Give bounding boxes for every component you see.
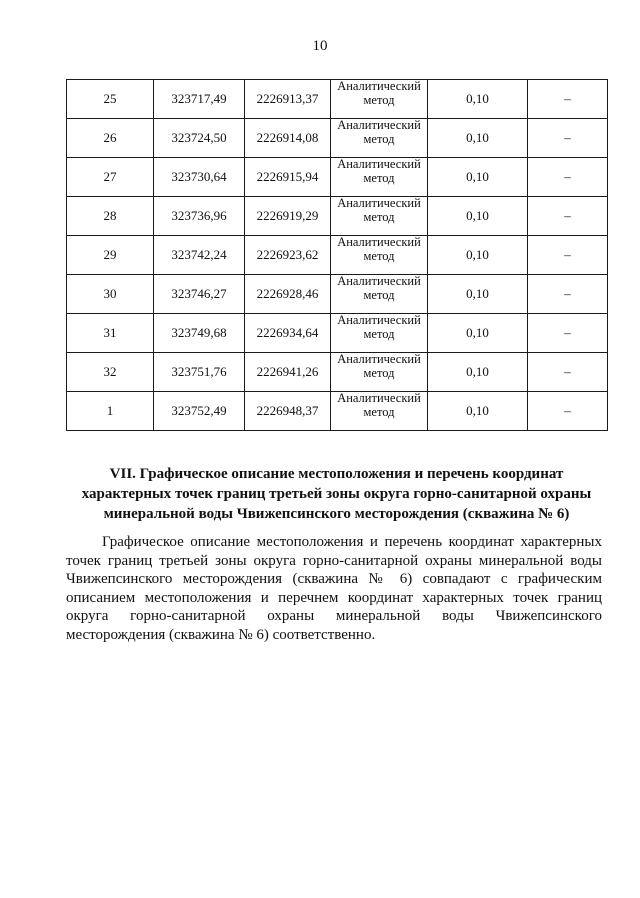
precision-cell: 0,10: [428, 236, 528, 275]
table-row: [67, 314, 608, 353]
note-cell: –: [528, 275, 608, 314]
method-line2: метод: [363, 132, 395, 146]
precision-cell: 0,10: [428, 197, 528, 236]
method-line1: Аналитический: [337, 313, 421, 327]
point-number-cell: 28: [67, 197, 154, 236]
note-cell: –: [528, 236, 608, 275]
method-cell: [331, 314, 428, 353]
x-coordinate-cell: 323724,50: [154, 119, 245, 158]
section-heading-line: минеральной воды Чвижепсинского месторождения (скважина № 6): [103, 506, 570, 522]
method-line2: метод: [363, 93, 395, 107]
table-row: [67, 236, 608, 275]
precision-cell: 0,10: [428, 119, 528, 158]
precision-cell: 0,10: [428, 392, 528, 431]
point-number-cell: 30: [67, 275, 154, 314]
y-coordinate-cell: 2226934,64: [245, 314, 331, 353]
method-line1: Аналитический: [337, 79, 421, 93]
x-coordinate-cell: 323730,64: [154, 158, 245, 197]
page-number: 10: [312, 38, 328, 54]
section-heading: [66, 464, 607, 524]
note-cell: –: [528, 119, 608, 158]
method-line1: Аналитический: [337, 274, 421, 288]
method-line2: метод: [363, 366, 395, 380]
method-line2: метод: [363, 210, 395, 224]
section-paragraph: Графическое описание местоположения и перечень координат характерных точек границ третьей зоны округа горно-санитарной охраны минеральной воды Чвижепсинского месторождения (скважина № 6) совпадают с графическим описанием местоположения и перечнем координат характерных точек границ округа горно-санитарной охраны минеральной воды Чвижепсинского месторождения (скважина № 6) соответственно.: [66, 534, 602, 643]
method-cell: [331, 236, 428, 275]
method-cell: [331, 119, 428, 158]
note-cell: –: [528, 158, 608, 197]
method-line1: Аналитический: [337, 391, 421, 405]
x-coordinate-cell: 323742,24: [154, 236, 245, 275]
precision-cell: 0,10: [428, 353, 528, 392]
method-line2: метод: [363, 327, 395, 341]
table-row: [67, 392, 608, 431]
point-number-cell: 25: [67, 80, 154, 119]
y-coordinate-cell: 2226915,94: [245, 158, 331, 197]
table-row: [67, 353, 608, 392]
precision-cell: 0,10: [428, 314, 528, 353]
method-line1: Аналитический: [337, 157, 421, 171]
section-heading-line: VII. Графическое описание местоположения и перечень координат: [109, 466, 564, 482]
note-cell: –: [528, 314, 608, 353]
point-number-cell: 32: [67, 353, 154, 392]
method-line2: метод: [363, 288, 395, 302]
precision-cell: 0,10: [428, 80, 528, 119]
section-heading-line: характерных точек границ третьей зоны округа горно-санитарной охраны: [81, 486, 592, 502]
x-coordinate-cell: 323749,68: [154, 314, 245, 353]
table-row: [67, 80, 608, 119]
point-number-cell: 1: [67, 392, 154, 431]
note-cell: –: [528, 392, 608, 431]
x-coordinate-cell: 323751,76: [154, 353, 245, 392]
method-cell: [331, 158, 428, 197]
method-cell: [331, 392, 428, 431]
point-number-cell: 31: [67, 314, 154, 353]
y-coordinate-cell: 2226941,26: [245, 353, 331, 392]
table-row: [67, 158, 608, 197]
note-cell: –: [528, 353, 608, 392]
method-cell: [331, 80, 428, 119]
y-coordinate-cell: 2226913,37: [245, 80, 331, 119]
method-line1: Аналитический: [337, 235, 421, 249]
note-cell: –: [528, 197, 608, 236]
precision-cell: 0,10: [428, 158, 528, 197]
x-coordinate-cell: 323736,96: [154, 197, 245, 236]
x-coordinate-cell: 323752,49: [154, 392, 245, 431]
method-line1: Аналитический: [337, 118, 421, 132]
x-coordinate-cell: 323746,27: [154, 275, 245, 314]
y-coordinate-cell: 2226923,62: [245, 236, 331, 275]
method-line1: Аналитический: [337, 196, 421, 210]
point-number-cell: 26: [67, 119, 154, 158]
y-coordinate-cell: 2226914,08: [245, 119, 331, 158]
point-number-cell: 29: [67, 236, 154, 275]
method-cell: [331, 197, 428, 236]
x-coordinate-cell: 323717,49: [154, 80, 245, 119]
method-cell: [331, 353, 428, 392]
coordinates-table: [66, 79, 608, 431]
method-line2: метод: [363, 405, 395, 419]
point-number-cell: 27: [67, 158, 154, 197]
method-cell: [331, 275, 428, 314]
table-row: [67, 275, 608, 314]
method-line2: метод: [363, 249, 395, 263]
y-coordinate-cell: 2226919,29: [245, 197, 331, 236]
method-line1: Аналитический: [337, 352, 421, 366]
y-coordinate-cell: 2226948,37: [245, 392, 331, 431]
table-row: [67, 197, 608, 236]
table-row: [67, 119, 608, 158]
note-cell: –: [528, 80, 608, 119]
y-coordinate-cell: 2226928,46: [245, 275, 331, 314]
method-line2: метод: [363, 171, 395, 185]
precision-cell: 0,10: [428, 275, 528, 314]
